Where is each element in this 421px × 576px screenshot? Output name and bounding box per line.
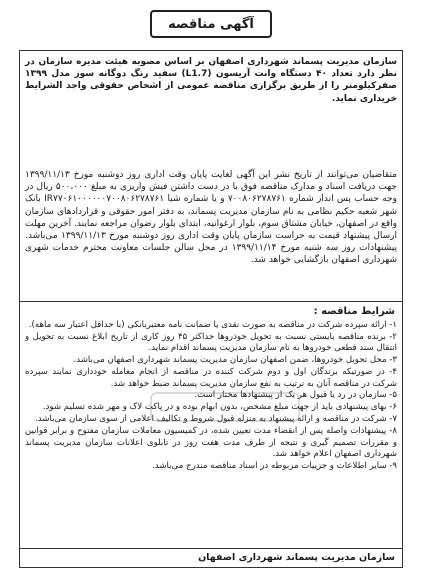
conditions-list xyxy=(25,320,397,473)
condition-item: ۴- در صورتیکه برندگان اول و دوم شرکت کننده در مناقصه از انجام معامله خودداری نمایند سپرده شرکت در مناقصه آنان به ترتیب به نفع سازمان مدیریت پسماند ضبط خواهد شد. xyxy=(25,367,397,389)
notice-title xyxy=(150,10,272,38)
instructions-paragraph: متقاضیان می‌توانند از تاریخ نشر این آگهی لغایت پایان وقت اداری روز دوشنبه مورخ ۱۳۹۹/۱۱/۱۳ جهت دریافت اسناد و مدارک مناقصه فوق با در دست داشتن فیش واریزی به مبلغ ۵۰۰،۰۰۰ ریال در وجه حساب پس انداز شماره ۷۰۰۸۰۶۲۷۸۷۶۱ و یا شماره شبا IR۷۷۰۶۱۰۰۰۰۰۰۷۰۰۸۰۶۲۷۸۷۶۱ بانک شهر شعبه حکیم نظامی به نام سازمان مدیریت پسماند، به دفتر امور حقوقی و قراردادهای سازمان واقع در اصفهان، خیابان مشتاق سوم، بلوار ارغوانیه، ابتدای بلوار رضوان مراجعه نمایند. آخرین مهلت ارسال پیشنهاد قیمت به حراست سازمان پایان وقت اداری روز دوشنبه مورخ ۱۳۹۹/۱۱/۱۳ می‌باشد. پیشنهادات روز سه شنبه مورخ ۱۳۹۹/۱۱/۱۴ در محل سالن جلسات معاونت محترم خدمات شهری شهرداری اصفهان بازگشایی خواهد شد. xyxy=(25,170,397,266)
footer-signature: سازمان مدیریت پسماند شهرداری اصفهان xyxy=(198,552,395,563)
section-divider xyxy=(19,301,403,302)
condition-item: ۷- شرکت در مناقصه و ارائه پیشنهاد به منزله قبول شروط و تکالیف اعلامی از سوی سازمان می‌باشد. xyxy=(35,414,397,425)
condition-item: ۱- ارائه سپرده شرکت در مناقصه به صورت نقدی یا ضمانت نامه معتبربانکی (با حداقل اعتبار سه ماهه). xyxy=(28,320,397,330)
condition-item: ۲- برنده مناقصه بایستی نسبت به تحویل خودروها حداکثر ۴۵ روز کاری از تاریخ ابلاغ نسبت به تحویل و انتقال سند قطعی خودروها به نام سازمان مدیریت پسماند اقدام نماید. xyxy=(25,331,397,354)
intro-paragraph: سازمان مدیریت پسماند شهرداری اصفهان بر اساس مصوبه هیئت مدیره سازمان در نظر دارد تعداد ۴۰ دستگاه وانت آریسون (L1.7) سفید رنگ دوگانه سوز مدل ۱۳۹۹ صفرکیلومتر را از طریق برگزاری مناقصه عمومی از اشخاص حقوقی واجد الشرایط خریداری نماید. xyxy=(25,57,397,104)
condition-item: ۵- سازمان در رد یا قبول هر یک از پیشنهادها مختار است. xyxy=(194,390,397,401)
notice-title-text: آگهی مناقصه xyxy=(168,16,254,32)
footer-divider xyxy=(19,548,403,549)
condition-item: ۹- سایر اطلاعات و جزییات مربوطه در اسناد مناقصه مندرج می‌باشد. xyxy=(152,460,397,471)
condition-item: ۳- محل تحویل خودروها، ضمن اصفهان سازمان مدیریت پسماند شهرداری اصفهان می‌باشد. xyxy=(73,355,397,366)
condition-item: ۶- بهای پیشنهادی باید از جهت مبلغ مشخص، بدون ابهام بوده و در پاکت لاک و مهر شده تسلیم شود. xyxy=(42,402,397,413)
conditions-heading: شرایط مناقصه : xyxy=(313,306,395,317)
condition-item: ۸- پیشنهادات واصله پس از انقضاء مدت تعیین شده، در کمیسیون معاملات سازمان مفتوح و برابر قوانین و مقررات تصمیم گیری و نتیجه از طرف مدت هفت روز در تابلوی اعلانات سازمان مدیریت پسماند شهرداری اصفهان اعلام خواهد شد. xyxy=(25,426,397,459)
